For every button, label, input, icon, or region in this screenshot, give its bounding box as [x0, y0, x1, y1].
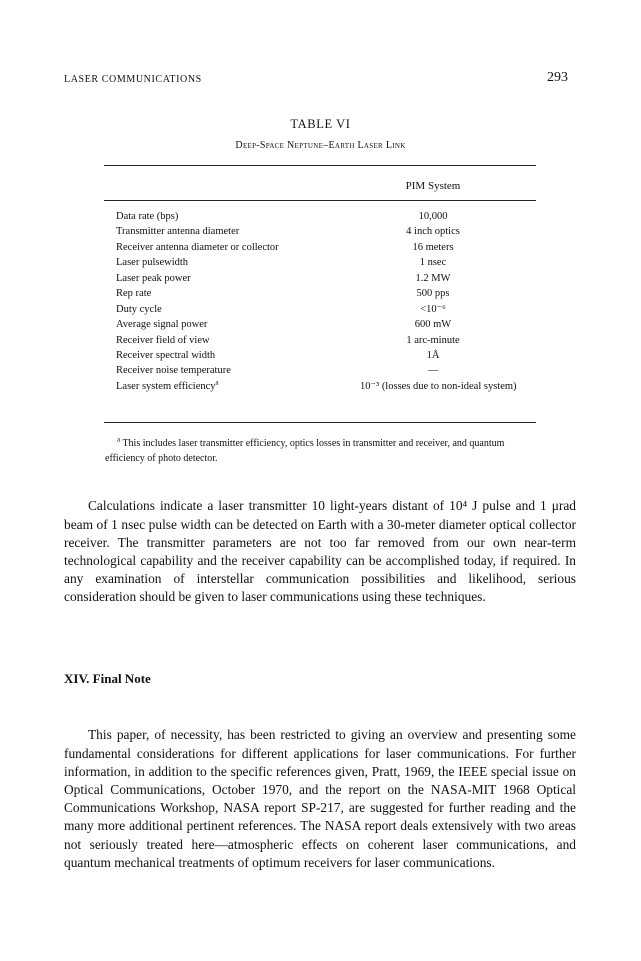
table-bottom-rule [104, 422, 536, 423]
footnote-marker: a [117, 435, 121, 444]
row-value: 16 meters [412, 241, 454, 253]
row-value: — [427, 365, 439, 377]
row-parameter: Receiver noise temperature [116, 365, 231, 377]
row-value: 4 inch optics [406, 226, 460, 238]
row-parameter: Duty cycle [116, 303, 162, 315]
table-subtitle: Deep-Space Neptune–Earth Laser Link [235, 140, 406, 151]
table-row [116, 333, 536, 348]
running-head: LASER COMMUNICATIONS [64, 74, 202, 85]
row-parameter: Transmitter antenna diameter [116, 226, 240, 238]
table-row [116, 271, 536, 286]
row-value: 1Å [426, 349, 440, 361]
table-row [116, 302, 536, 317]
row-value: 500 pps [416, 288, 450, 300]
table-row [116, 255, 536, 270]
table-footnote [105, 436, 537, 466]
row-value: <10⁻⁶ [420, 303, 446, 315]
row-parameter [116, 379, 219, 394]
table-row [116, 286, 536, 301]
table-column-header: PIM System [405, 180, 461, 192]
table-row [116, 224, 536, 239]
table-row [116, 240, 536, 255]
row-value: 600 mW [414, 319, 452, 331]
page-number: 293 [547, 70, 568, 85]
body-paragraph: This paper, of necessity, has been restricted to giving an overview and presenting some fundamental considerations for different applications for laser communications. For further information, in addition to the specific references given, Pratt, 1969, the IEEE special issue on Optical Communications, October 1970, and the report on the NASA-MIT 1968 Optical Communications Workshop, NASA report SP-217, are suggested for further reading and the many more additional pertinent references. The NASA report deals extensively with two areas not seriously treated here—atmospheric effects on coherent laser communications, and quantum mechanical treatments of optimum receivers for laser communications. [64, 727, 576, 870]
table-row [116, 363, 536, 378]
table-row [116, 379, 536, 394]
row-parameter: Laser pulsewidth [116, 257, 189, 269]
footnote-text: This includes laser transmitter efficiency, optics losses in transmitter and receiver, and quantum efficiency of photo detector. [105, 438, 505, 464]
footnote-marker: a [215, 378, 219, 387]
table-body [116, 209, 536, 394]
table-row [116, 209, 536, 224]
table-row [116, 317, 536, 332]
table-header-rule [104, 200, 536, 201]
body-paragraph: Calculations indicate a laser transmitter 10 light-years distant of 10⁴ J pulse and 1 μrad beam of 1 nsec pulse width can be detected on Earth with a 30-meter diameter optical collector receiver. The transmitter parameters are not too far removed from our own near-term technological capability and the receiver capability can be accomplished today, if required. In any examination of interstellar communication possibilities and likelihood, serious consideration should be given to laser communications using these techniques. [64, 498, 576, 605]
row-parameter: Receiver antenna diameter or collector [116, 241, 279, 253]
row-parameter: Rep rate [116, 288, 152, 300]
section-heading: XIV. Final Note [64, 671, 151, 686]
table-row [116, 348, 536, 363]
row-value: 10,000 [418, 211, 448, 222]
table-title: TABLE VI [290, 117, 351, 131]
row-value: 10⁻³ (losses due to non-ideal system) [360, 380, 517, 392]
row-parameter-text: Laser system efficiency [116, 380, 216, 392]
table-top-rule [104, 165, 536, 166]
row-value: 1 nsec [419, 257, 447, 269]
row-value: 1 arc-minute [406, 334, 460, 346]
row-parameter: Data rate (bps) [116, 211, 179, 222]
row-parameter: Receiver spectral width [116, 349, 216, 361]
row-value: 1.2 MW [415, 272, 451, 284]
row-parameter: Laser peak power [116, 272, 191, 284]
row-parameter: Receiver field of view [116, 334, 210, 346]
row-parameter: Average signal power [116, 319, 208, 331]
